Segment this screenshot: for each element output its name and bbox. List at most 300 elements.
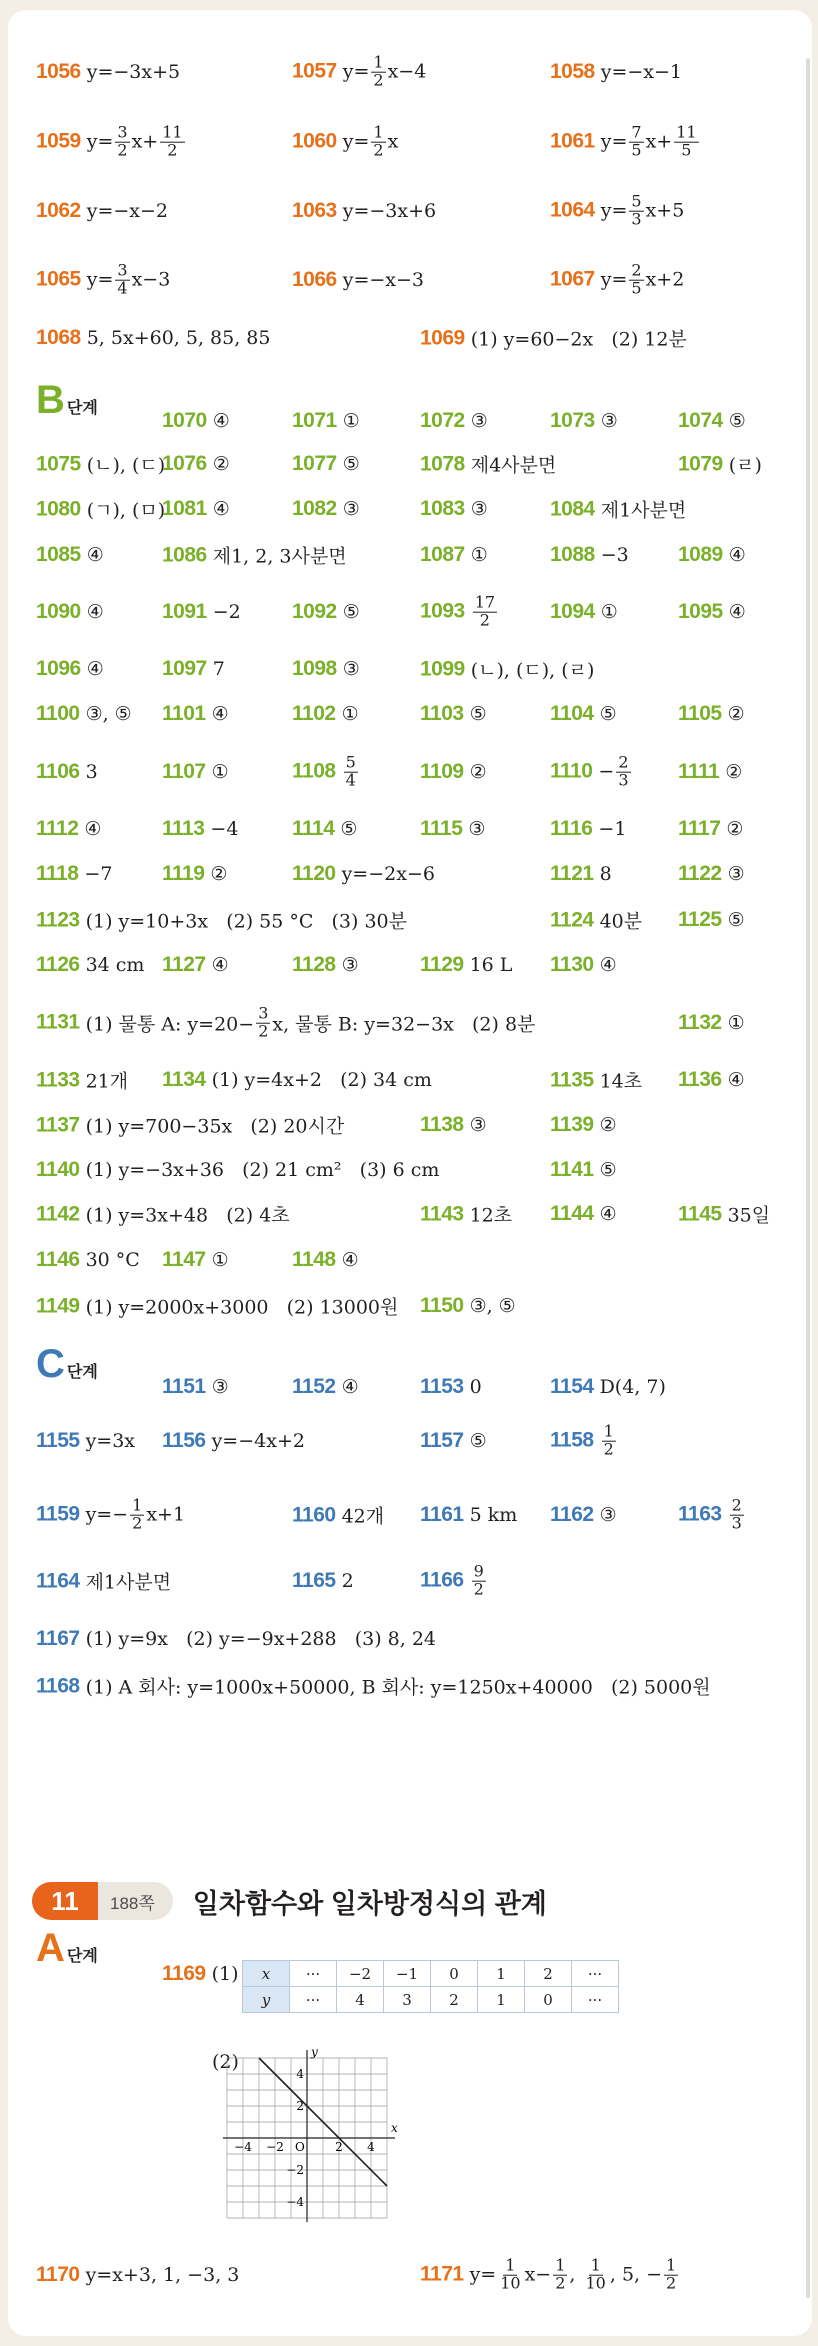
question-number: 1160 (292, 1503, 336, 1526)
answer-text: ① (727, 1012, 745, 1034)
question-number: 1096 (36, 657, 81, 680)
numerator: 1 (373, 52, 384, 72)
answer-text: ③, ⑤ (85, 703, 132, 725)
answer-1064 (550, 191, 685, 229)
answer-1125 (678, 908, 745, 932)
question-number: 1059 (36, 130, 81, 153)
fraction (616, 752, 630, 790)
question-number: 1156 (162, 1429, 206, 1452)
answer-text: ④ (211, 703, 229, 725)
table-cell: ··· (290, 1961, 337, 1987)
fraction (602, 1421, 616, 1459)
answer-1122 (678, 862, 745, 886)
answer-1124 (550, 907, 642, 934)
question-number: 1157 (420, 1429, 464, 1452)
question-number: 1092 (292, 600, 337, 623)
answer-1143 (420, 1201, 512, 1228)
answer-text: (ㄹ) (728, 454, 762, 477)
answer-1077 (292, 452, 360, 476)
answer-1152 (292, 1375, 359, 1399)
answer-text: ② (725, 761, 743, 783)
answer-1163 (678, 1495, 746, 1533)
question-number: 1143 (420, 1202, 464, 1225)
table-cell: 3 (384, 1987, 431, 2013)
answer-text: y= (86, 269, 114, 291)
answer-1114 (292, 817, 357, 841)
fraction (371, 52, 385, 90)
question-number: 1072 (420, 409, 465, 432)
question-number: 1124 (550, 908, 594, 931)
answer-1167 (36, 1627, 436, 1651)
question-number: 1087 (420, 543, 465, 566)
table-cell: −1 (384, 1961, 431, 1987)
answer-1159 (36, 1495, 186, 1533)
numerator: 3 (258, 1003, 269, 1023)
answer-text: D(4, 7) (599, 1376, 666, 1398)
answer-text: (1) 물통 A: y=20− (85, 1013, 255, 1036)
answer-1098 (292, 657, 360, 681)
level-header-a (36, 1928, 98, 1968)
answer-1099 (420, 656, 594, 683)
answer-1145 (678, 1201, 770, 1228)
table-cell: 1 (478, 1961, 525, 1987)
answer-1156 (162, 1429, 305, 1453)
answer-1097 (162, 657, 225, 681)
question-number: 1070 (162, 409, 207, 432)
question-number: 1060 (292, 130, 337, 153)
fraction (584, 2255, 608, 2293)
answer-text: ① (342, 410, 360, 432)
question-number: 1082 (292, 497, 337, 520)
level-label: 단계 (66, 400, 98, 417)
answer-text: −1 (598, 818, 627, 840)
answer-1068 (36, 326, 270, 350)
answer-text: ③ (470, 498, 488, 520)
answer-text: ④ (211, 954, 229, 976)
question-number: 1104 (550, 702, 594, 725)
denominator: 2 (479, 610, 490, 630)
answer-1119 (162, 862, 227, 886)
answer-text: y= (600, 200, 628, 222)
question-number: 1061 (550, 130, 595, 153)
answer-text: ③ (727, 863, 745, 885)
numerator: 2 (631, 260, 642, 280)
answer-text: 7 (212, 658, 225, 680)
denominator: 2 (603, 1439, 614, 1459)
scrollbar[interactable] (806, 58, 810, 2298)
question-number: 1112 (36, 817, 79, 840)
table-cell: 2 (431, 1987, 478, 2013)
denominator: 4 (117, 278, 128, 298)
answer-1083 (420, 497, 488, 521)
answer-1171 (420, 2255, 680, 2293)
question-number: 1129 (420, 953, 464, 976)
fraction (130, 1495, 144, 1533)
answer-text: (1) y=3x+48 (2) 4초 (85, 1204, 290, 1227)
denominator: 3 (631, 209, 642, 229)
numerator: 17 (474, 592, 496, 612)
question-number: 1148 (292, 1248, 336, 1271)
question-number: 1090 (36, 600, 81, 623)
answer-1148 (292, 1248, 359, 1272)
question-number: 1089 (678, 543, 723, 566)
answer-1088 (550, 543, 629, 567)
denominator: 2 (555, 2273, 566, 2293)
answer-text: ① (341, 703, 359, 725)
answer-1063 (292, 199, 436, 223)
denominator: 2 (373, 140, 384, 160)
question-number: 1134 (162, 1068, 206, 1091)
section-page-ref: 188쪽 (98, 1882, 173, 1920)
question-number: 1086 (162, 543, 207, 566)
answer-1160 (292, 1502, 384, 1529)
denominator: 2 (373, 70, 384, 90)
answer-text: ② (726, 818, 744, 840)
answer-1117 (678, 817, 743, 841)
answer-text: x+ (131, 131, 159, 153)
answer-1141 (550, 1158, 617, 1182)
question-number: 1081 (162, 497, 207, 520)
answer-text: (ㄴ), (ㄷ), (ㄹ) (470, 659, 595, 682)
answer-1162 (550, 1503, 617, 1527)
level-letter: A (36, 1926, 65, 1970)
question-number: 1164 (36, 1569, 80, 1592)
answer-text: (1) y=−3x+36 (2) 21 cm² (3) 6 cm (85, 1159, 440, 1181)
answer-1138 (420, 1113, 487, 1137)
question-number: 1065 (36, 268, 81, 291)
question-number: 1159 (36, 1503, 80, 1526)
answer-text: ④ (341, 1376, 359, 1398)
fraction (664, 2255, 678, 2293)
part-label: (2) (212, 2051, 239, 2073)
answer-1089 (678, 543, 746, 567)
answer-text: (1) y=2000x+3000 (2) 13000원 (85, 1296, 399, 1319)
answer-1123 (36, 907, 407, 934)
question-number: 1077 (292, 452, 337, 475)
answer-text: ③ (342, 658, 360, 680)
answer-1118 (36, 862, 112, 886)
question-number: 1088 (550, 543, 595, 566)
denominator: 5 (631, 140, 642, 160)
x-axis-label: x (391, 2121, 398, 2135)
question-number: 1136 (678, 1068, 722, 1091)
answer-1165 (292, 1569, 354, 1593)
question-number: 1158 (550, 1429, 594, 1452)
question-number: 1140 (36, 1158, 80, 1181)
answer-1056 (36, 60, 180, 84)
answer-1135 (550, 1067, 642, 1094)
answer-1106 (36, 760, 98, 784)
answer-1066 (292, 268, 424, 292)
question-number: 1146 (36, 1248, 80, 1271)
denominator: 5 (681, 140, 692, 160)
question-number: 1074 (678, 409, 723, 432)
answer-1074 (678, 409, 746, 433)
question-number: 1118 (36, 862, 79, 885)
answer-text: y= (342, 131, 370, 153)
answer-1081 (162, 497, 230, 521)
numerator: 1 (555, 2255, 566, 2275)
answer-1109 (420, 760, 487, 784)
numerator: 1 (603, 1421, 614, 1441)
denominator: 2 (117, 140, 128, 160)
answer-text: x, 물통 B: y=32−3x (2) 8분 (272, 1013, 536, 1036)
question-number: 1078 (420, 452, 465, 475)
question-number: 1057 (292, 60, 337, 83)
answer-1168 (36, 1673, 711, 1700)
answer-text: (1) A 회사: y=1000x+50000, B 회사: y=1250x+40000 (2) 5000원 (85, 1676, 711, 1699)
answer-text: ⑤ (599, 1159, 617, 1181)
question-number: 1127 (162, 953, 206, 976)
numerator: 1 (666, 2255, 677, 2275)
table-cell: ··· (572, 1987, 619, 2013)
y-tick-label: −4 (286, 2195, 304, 2209)
answer-1076 (162, 452, 230, 476)
answer-text: ⑤ (342, 601, 360, 623)
answer-text: ② (599, 1114, 617, 1136)
question-number: 1109 (420, 760, 464, 783)
numerator: 3 (117, 260, 128, 280)
question-number: 1100 (36, 702, 80, 725)
answer-1151 (162, 1375, 229, 1399)
table-cell: 2 (525, 1961, 572, 1987)
answer-text: ④ (86, 658, 104, 680)
fraction (115, 260, 129, 298)
question-number: 1101 (162, 702, 206, 725)
answer-1093 (420, 592, 499, 630)
fraction (553, 2255, 567, 2293)
table-cell: ··· (290, 1987, 337, 2013)
answer-text: ⑤ (340, 818, 358, 840)
question-number: 1132 (678, 1011, 722, 1034)
question-number: 1144 (550, 1202, 594, 1225)
x-tick-label: 4 (367, 2140, 375, 2154)
question-number: 1126 (36, 953, 80, 976)
y-tick-label: −2 (286, 2163, 304, 2177)
answer-text: 3 (85, 761, 98, 783)
numerator: 2 (731, 1495, 742, 1515)
answer-text: 14초 (599, 1070, 643, 1093)
answer-1120 (292, 862, 435, 886)
answer-text: ⑤ (727, 909, 745, 931)
question-number: 1113 (162, 817, 205, 840)
numerator: 9 (473, 1561, 484, 1581)
answer-text: ④ (599, 954, 617, 976)
answer-1091 (162, 600, 241, 624)
fraction (371, 122, 385, 160)
question-number: 1166 (420, 1569, 464, 1592)
fraction (160, 122, 184, 160)
answer-1085 (36, 543, 104, 567)
answer-text: 제1사분면 (600, 499, 687, 522)
numerator: 5 (631, 191, 642, 211)
answer-text: ① (211, 761, 229, 783)
question-number: 1141 (550, 1158, 594, 1181)
question-number: 1151 (162, 1375, 206, 1398)
answer-1144 (550, 1202, 617, 1226)
answer-1126 (36, 953, 144, 977)
answer-text: ④ (86, 544, 104, 566)
answer-text: 16 L (469, 954, 513, 976)
question-number: 1135 (550, 1068, 594, 1091)
question-number: 1120 (292, 862, 336, 885)
denominator: 2 (666, 2273, 677, 2293)
y-axis-label: y (311, 2046, 318, 2059)
denominator: 2 (258, 1021, 269, 1041)
answer-1079 (678, 451, 762, 478)
answer-text: 30 °C (85, 1249, 140, 1271)
part-label: (1) (211, 1963, 239, 1985)
question-number: 1064 (550, 199, 595, 222)
question-number: 1062 (36, 199, 81, 222)
answer-1150 (420, 1294, 516, 1318)
answer-1169 (162, 1962, 238, 1986)
answer-text: ④ (84, 818, 102, 840)
table-cell: y (243, 1987, 290, 2013)
question-number: 1108 (292, 760, 336, 783)
answer-1110 (550, 752, 633, 790)
answer-1146 (36, 1248, 140, 1272)
question-number: 1076 (162, 452, 207, 475)
answer-text: ③ (468, 818, 486, 840)
x-tick-label: −4 (234, 2140, 252, 2154)
question-number: 1154 (550, 1375, 594, 1398)
answer-1104 (550, 702, 617, 726)
question-number: 1139 (550, 1113, 594, 1136)
answer-1100 (36, 702, 132, 726)
denominator: 4 (345, 770, 356, 790)
answer-text: y= (600, 131, 628, 153)
question-number: 1073 (550, 409, 595, 432)
answer-text: (1) y=60−2x (2) 12분 (470, 328, 687, 351)
answer-1129 (420, 953, 512, 977)
answer-text: x−3 (131, 269, 171, 291)
level-letter: C (36, 1342, 65, 1386)
answer-text: y=−x−2 (86, 200, 169, 222)
answer-text: ④ (341, 1249, 359, 1271)
question-number: 1068 (36, 326, 81, 349)
question-number: 1075 (36, 452, 81, 475)
answer-text: 21개 (85, 1070, 129, 1093)
numerator: 7 (631, 122, 642, 142)
answer-1075 (36, 451, 165, 478)
answer-text: ① (600, 601, 618, 623)
fraction (473, 592, 497, 630)
question-number: 1066 (292, 268, 337, 291)
question-number: 1099 (420, 657, 465, 680)
answer-text: y=− (85, 1504, 129, 1526)
answer-text: 34 cm (85, 954, 145, 976)
numerator: 1 (132, 1495, 143, 1515)
answer-1154 (550, 1375, 666, 1399)
question-number: 1114 (292, 817, 335, 840)
answer-1069 (420, 325, 687, 352)
answer-text: ③ (342, 498, 360, 520)
answer-text: , 5, − (609, 2264, 663, 2286)
answer-text: −7 (84, 863, 113, 885)
answer-text: ① (470, 544, 488, 566)
section-number: 11 (32, 1882, 98, 1920)
answer-1134 (162, 1068, 432, 1092)
question-number: 1102 (292, 702, 336, 725)
question-number: 1169 (162, 1962, 206, 1985)
question-number: 1122 (678, 862, 722, 885)
answer-text: , (569, 2264, 582, 2286)
answer-text: ② (210, 863, 228, 885)
x-tick-label: 2 (335, 2140, 343, 2154)
answer-text: x+5 (645, 200, 685, 222)
question-number: 1093 (420, 600, 465, 623)
answer-1133 (36, 1067, 128, 1094)
question-number: 1130 (550, 953, 594, 976)
question-number: 1161 (420, 1503, 464, 1526)
question-number: 1133 (36, 1068, 80, 1091)
table-cell: x (243, 1961, 290, 1987)
question-number: 1063 (292, 199, 337, 222)
answer-1161 (420, 1503, 517, 1527)
answer-1103 (420, 702, 487, 726)
question-number: 1103 (420, 702, 464, 725)
answer-text: ⑤ (469, 703, 487, 725)
question-number: 1142 (36, 1202, 80, 1225)
answer-1113 (162, 817, 238, 841)
answer-text: ④ (728, 544, 746, 566)
question-number: 1115 (420, 817, 463, 840)
section-title: 일차함수와 일차방정식의 관계 (192, 1888, 547, 1919)
answer-1092 (292, 600, 360, 624)
answer-1070 (162, 409, 230, 433)
answer-text: ② (469, 761, 487, 783)
question-number: 1071 (292, 409, 337, 432)
answer-1105 (678, 702, 745, 726)
level-letter: B (36, 378, 65, 422)
numerator: 11 (162, 122, 183, 142)
question-number: 1149 (36, 1294, 80, 1317)
answer-text: (1) y=700−35x (2) 20시간 (85, 1115, 345, 1138)
answer-text: y=−2x−6 (341, 863, 435, 885)
answer-1130 (550, 953, 617, 977)
answer-text: ③ (469, 1114, 487, 1136)
question-number: 1091 (162, 600, 207, 623)
answer-text: ④ (212, 410, 230, 432)
answer-1084 (550, 496, 686, 523)
answer-text: ⑤ (469, 1430, 487, 1452)
answer-1058 (550, 60, 682, 84)
question-number: 1147 (162, 1248, 206, 1271)
answer-1147 (162, 1248, 229, 1272)
table-row-x (243, 1961, 619, 1987)
fraction (256, 1003, 270, 1041)
question-number: 1107 (162, 760, 206, 783)
denominator: 5 (631, 278, 642, 298)
question-number: 1168 (36, 1674, 80, 1697)
answer-1116 (550, 817, 626, 841)
denominator: 3 (618, 770, 629, 790)
fraction (115, 122, 129, 160)
denominator: 2 (167, 140, 178, 160)
answer-text: 0 (469, 1376, 482, 1398)
answer-1164 (36, 1568, 171, 1595)
answer-1065 (36, 260, 171, 298)
answer-text: (ㄱ), (ㅁ) (86, 499, 166, 522)
answer-1153 (420, 1375, 482, 1399)
fraction (629, 191, 643, 229)
answer-text: ③ (341, 954, 359, 976)
question-number: 1097 (162, 657, 207, 680)
question-number: 1128 (292, 953, 336, 976)
answer-1095 (678, 600, 746, 624)
numerator: 1 (590, 2255, 601, 2275)
